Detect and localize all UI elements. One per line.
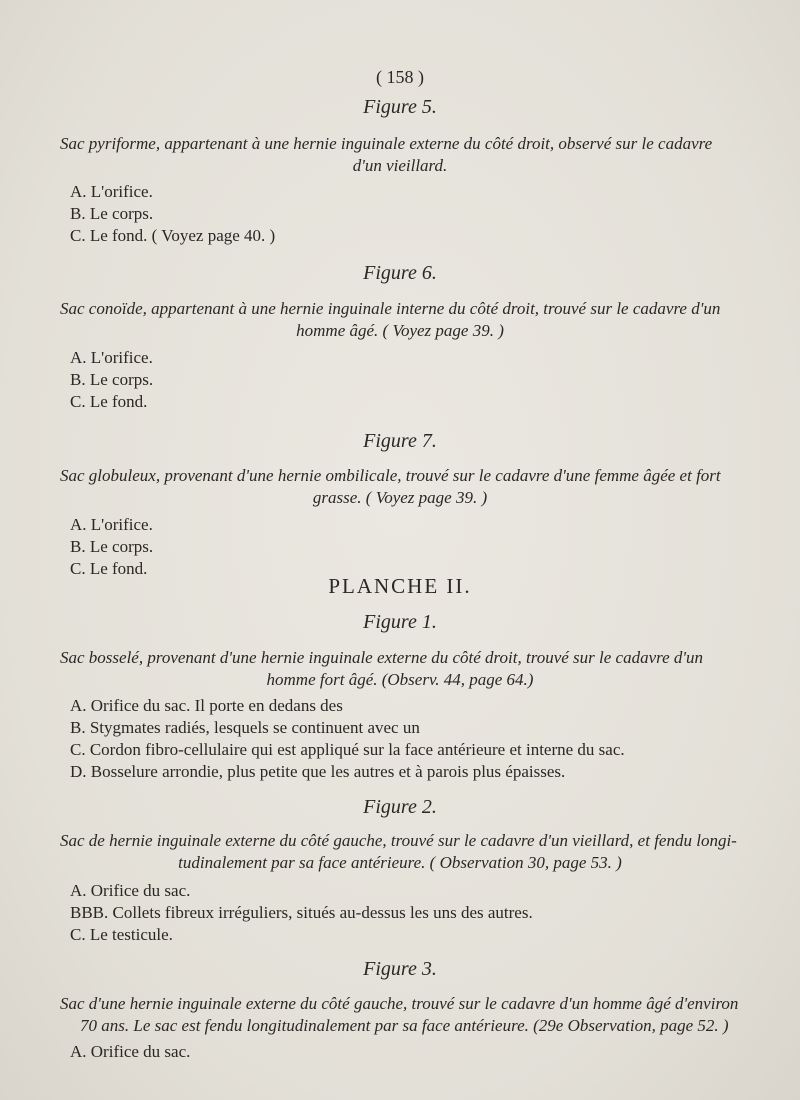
figure-1-caption-line-1: Sac bosselé, provenant d'une hernie inguinale externe du côté droit, trouvé sur le cadavre d'un: [60, 648, 704, 667]
figure-6-item-a: A. L'orifice.: [70, 348, 153, 367]
plate-heading: PLANCHE II.: [328, 574, 472, 598]
figure-5-caption-line-2: d'un vieillard.: [352, 156, 448, 175]
figure-2-caption-line-1: Sac de hernie inguinale externe du côté gauche, trouvé sur le cadavre d'un vieillard, et fendu longi-: [60, 831, 737, 850]
figure-6-caption-line-1: Sac conoïde, appartenant à une hernie inguinale interne du côté droit, trouvé sur le cadavre d'un: [60, 299, 721, 318]
figure-5-caption-line-1: Sac pyriforme, appartenant à une hernie inguinale externe du côté droit, observé sur le cadavre: [60, 134, 713, 153]
figure-7-item-a: A. L'orifice.: [70, 515, 153, 534]
figure-6-item-b: B. Le corps.: [70, 370, 154, 389]
figure-1-title: Figure 1.: [363, 611, 437, 633]
figure-6-item-c: C. Le fond.: [70, 392, 148, 411]
figure-1-caption-line-2: homme fort âgé. (Observ. 44, page 64.): [266, 670, 534, 689]
figure-5-title: Figure 5.: [363, 96, 437, 118]
page-number: ( 158 ): [376, 67, 424, 87]
figure-2-item-a: A. Orifice du sac.: [70, 881, 191, 900]
figure-3-caption-line-2: 70 ans. Le sac est fendu longitudinalement par sa face antérieure. (29e Observation, page 52. ): [80, 1016, 729, 1035]
figure-3-item-a: A. Orifice du sac.: [70, 1042, 191, 1061]
figure-2-caption-line-2: tudinalement par sa face antérieure. ( Observation 30, page 53. ): [178, 853, 622, 872]
figure-7-item-c: C. Le fond.: [70, 559, 148, 578]
figure-7-caption-line-2: grasse. ( Voyez page 39. ): [312, 488, 488, 507]
figure-1-item-b: B. Stygmates radiés, lesquels se continuent avec un: [70, 718, 420, 737]
figure-7-title: Figure 7.: [363, 430, 437, 452]
figure-5-item-b: B. Le corps.: [70, 204, 154, 223]
figure-5-item-c: C. Le fond. ( Voyez page 40. ): [70, 226, 276, 245]
figure-1-item-c: C. Cordon fibro-cellulaire qui est appliqué sur la face antérieure et interne du sac.: [70, 740, 625, 759]
figure-6-caption-line-2: homme âgé. ( Voyez page 39. ): [296, 321, 504, 340]
figure-3-caption-line-1: Sac d'une hernie inguinale externe du côté gauche, trouvé sur le cadavre d'un homme âgé d'environ: [60, 994, 739, 1013]
figure-7-item-b: B. Le corps.: [70, 537, 154, 556]
figure-2-title: Figure 2.: [363, 796, 437, 818]
figure-2-item-c: C. Le testicule.: [70, 925, 173, 944]
figure-1-item-d: D. Bosselure arrondie, plus petite que les autres et à parois plus épaisses.: [70, 762, 566, 781]
figure-2-item-bbb: BBB. Collets fibreux irréguliers, situés au-dessus les uns des autres.: [70, 903, 533, 922]
figure-5-item-a: A. L'orifice.: [70, 182, 153, 201]
figure-1-item-a: A. Orifice du sac. Il porte en dedans des: [70, 696, 343, 715]
figure-7-caption-line-1: Sac globuleux, provenant d'une hernie ombilicale, trouvé sur le cadavre d'une femme âgée et fort: [60, 466, 721, 485]
figure-6-title: Figure 6.: [363, 262, 437, 284]
figure-3-title: Figure 3.: [363, 958, 437, 980]
